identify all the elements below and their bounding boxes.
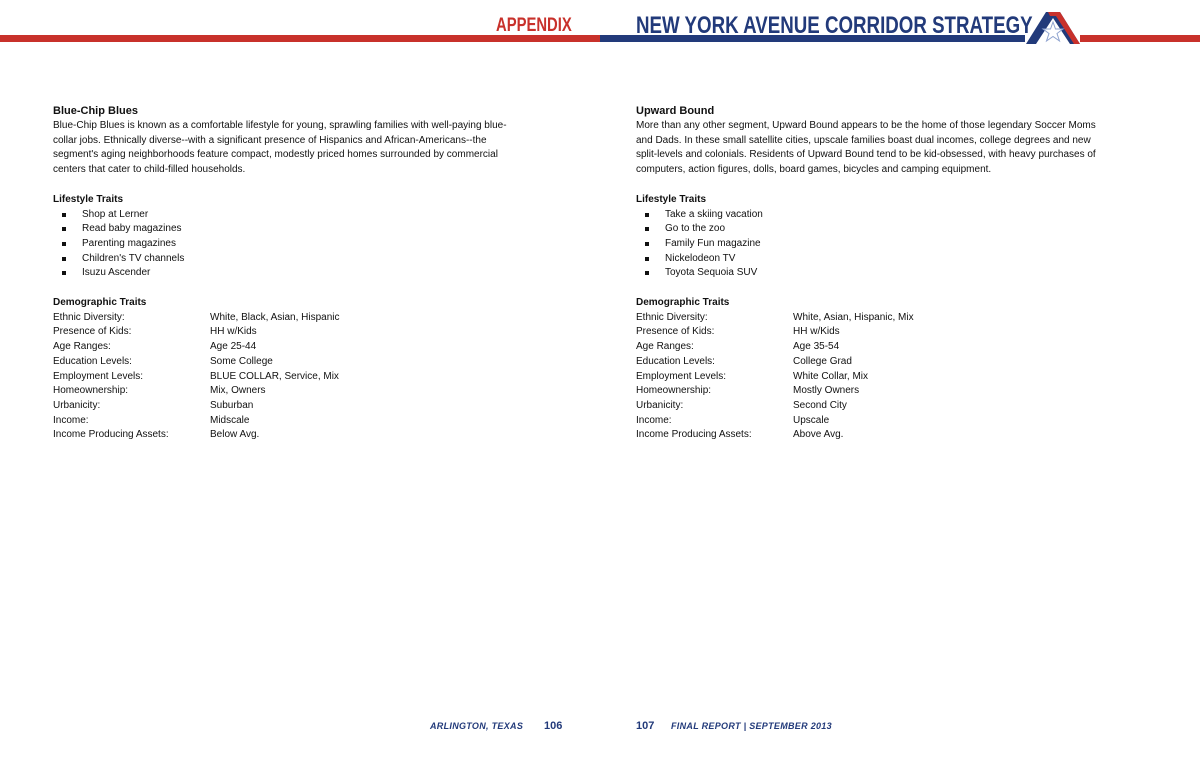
square-bullet-icon bbox=[645, 271, 649, 275]
table-row: Income: Upscale bbox=[636, 414, 830, 426]
table-row: Employment Levels: BLUE COLLAR, Service, Mix bbox=[53, 370, 339, 382]
table-row: Urbanicity: Suburban bbox=[53, 399, 254, 411]
square-bullet-icon bbox=[62, 257, 66, 261]
list-item: Shop at Lerner bbox=[53, 208, 573, 223]
demographic-heading: Demographic Traits bbox=[53, 297, 147, 309]
square-bullet-icon bbox=[645, 227, 649, 231]
square-bullet-icon bbox=[62, 242, 66, 246]
lifestyle-heading: Lifestyle Traits bbox=[636, 193, 707, 205]
square-bullet-icon bbox=[645, 242, 649, 246]
table-row: Education Levels: Some College bbox=[53, 355, 273, 367]
segment-right bbox=[636, 104, 1156, 443]
list-item: Go to the zoo bbox=[636, 222, 1156, 237]
square-bullet-icon bbox=[62, 271, 66, 275]
description-line: split-levels and colonials. Residents of Upward Bound tend to be kid-obsessed, with heavy purchases of bbox=[636, 149, 1096, 161]
report-title: NEW YORK AVENUE CORRIDOR STRATEGY bbox=[636, 12, 1033, 39]
description-line: collar jobs. Ethnically diverse--with a significant presence of Hispanics and African-Americans--the bbox=[53, 134, 487, 146]
list-item: Isuzu Ascender bbox=[53, 266, 573, 281]
square-bullet-icon bbox=[62, 227, 66, 231]
table-row: Income Producing Assets: Above Avg. bbox=[636, 429, 844, 441]
list-item: Parenting magazines bbox=[53, 237, 573, 252]
page-number-left: 106 bbox=[544, 720, 563, 732]
table-row: Employment Levels: White Collar, Mix bbox=[636, 370, 869, 382]
lifestyle-list bbox=[53, 208, 573, 282]
square-bullet-icon bbox=[645, 257, 649, 261]
description-line: centers that cater to child-filled households. bbox=[53, 164, 246, 176]
segment-left bbox=[53, 104, 573, 443]
demographic-heading: Demographic Traits bbox=[636, 297, 730, 309]
list-item: Toyota Sequoia SUV bbox=[636, 266, 1156, 281]
table-row: Homeownership: Mostly Owners bbox=[636, 385, 860, 397]
list-item: Read baby magazines bbox=[53, 222, 573, 237]
square-bullet-icon bbox=[62, 213, 66, 217]
list-item: Children's TV channels bbox=[53, 252, 573, 267]
table-row: Homeownership: Mix, Owners bbox=[53, 385, 266, 397]
arlington-star-logo-icon bbox=[1022, 10, 1084, 46]
table-row: Age Ranges: Age 25-44 bbox=[53, 341, 257, 353]
header-rule-red-right bbox=[1080, 35, 1200, 42]
footer-report-date: FINAL REPORT | SEPTEMBER 2013 bbox=[671, 721, 832, 731]
description-line: and Dads. In these small satellite cities, upscale families boast dual incomes, college degrees and new bbox=[636, 134, 1091, 146]
table-row: Ethnic Diversity: White, Asian, Hispanic, Mix bbox=[636, 311, 914, 323]
square-bullet-icon bbox=[645, 213, 649, 217]
section-label: APPENDIX bbox=[496, 15, 572, 36]
footer-location: ARLINGTON, TEXAS bbox=[430, 721, 524, 731]
table-row: Income Producing Assets: Below Avg. bbox=[53, 429, 260, 441]
table-row: Ethnic Diversity: White, Black, Asian, Hispanic bbox=[53, 311, 340, 323]
table-row: Urbanicity: Second City bbox=[636, 399, 847, 411]
description-line: computers, action figures, dolls, board games, bicycles and camping equipment. bbox=[636, 164, 992, 176]
demographic-table bbox=[53, 311, 340, 443]
lifestyle-list bbox=[636, 208, 1156, 282]
description-line: segment's aging neighborhoods feature compact, modestly priced homes surrounded by commercial bbox=[53, 149, 498, 161]
description-line: Blue-Chip Blues is known as a comfortable lifestyle for young, sprawling families with well-paying blue- bbox=[53, 120, 507, 131]
table-row: Income: Midscale bbox=[53, 414, 250, 426]
segment-title: Upward Bound bbox=[636, 105, 715, 117]
table-row: Presence of Kids: HH w/Kids bbox=[53, 326, 257, 338]
page-number-right: 107 bbox=[636, 720, 655, 732]
segment-title: Blue-Chip Blues bbox=[53, 105, 138, 117]
table-row: Presence of Kids: HH w/Kids bbox=[636, 326, 840, 338]
segment-description bbox=[53, 119, 573, 178]
segment-description bbox=[636, 119, 1156, 178]
list-item: Nickelodeon TV bbox=[636, 252, 1156, 267]
lifestyle-heading: Lifestyle Traits bbox=[53, 193, 124, 205]
table-row: Education Levels: College Grad bbox=[636, 355, 852, 367]
description-line: More than any other segment, Upward Bound appears to be the home of those legendary Soccer Moms bbox=[636, 120, 1096, 131]
demographic-table bbox=[636, 311, 914, 443]
table-row: Age Ranges: Age 35-54 bbox=[636, 341, 840, 353]
list-item: Take a skiing vacation bbox=[636, 208, 1156, 223]
list-item: Family Fun magazine bbox=[636, 237, 1156, 252]
